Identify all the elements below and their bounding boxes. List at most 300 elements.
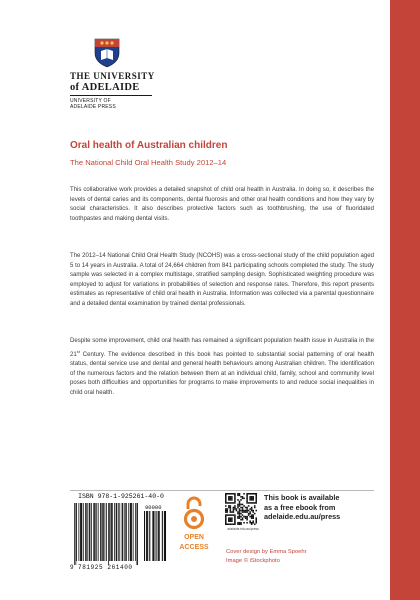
- qr-cell: [228, 519, 230, 521]
- qr-cell: [245, 511, 247, 513]
- barcode-addon-bar: [147, 511, 148, 561]
- qr-cell: [230, 519, 232, 521]
- qr-cell: [239, 517, 241, 519]
- barcode-bar: [81, 503, 82, 561]
- qr-cell: [255, 517, 257, 519]
- qr-cell: [230, 499, 232, 501]
- qr-cell: [243, 516, 245, 518]
- barcode-bar: [137, 503, 138, 565]
- qr-cell: [246, 517, 248, 519]
- barcode-bar: [74, 503, 75, 565]
- barcode-addon-bar: [162, 511, 163, 561]
- barcode-lead-digit: 9: [70, 564, 74, 571]
- qr-cell: [245, 507, 247, 509]
- qr-cell: [225, 520, 227, 522]
- qr-cell: [240, 510, 242, 512]
- qr-cell: [255, 499, 257, 501]
- qr-cell: [239, 504, 241, 506]
- qr-cell: [252, 499, 254, 501]
- qr-cell: [234, 501, 236, 503]
- qr-cell: [255, 496, 257, 498]
- qr-cell: [225, 522, 227, 524]
- qr-cell: [246, 495, 248, 497]
- qr-cell: [251, 508, 253, 510]
- qr-cell: [254, 507, 256, 509]
- qr-cell: [230, 514, 232, 516]
- open-access-label-line1: OPEN: [184, 534, 204, 541]
- qr-cell: [239, 493, 241, 495]
- qr-cell: [233, 510, 235, 512]
- qr-cell: [225, 498, 227, 500]
- qr-cell: [249, 511, 251, 513]
- qr-cell: [231, 498, 233, 500]
- qr-cell: [237, 516, 239, 518]
- qr-cell: [237, 495, 239, 497]
- qr-cell: [255, 520, 257, 522]
- barcode-bar: [119, 503, 120, 561]
- qr-cell: [225, 501, 227, 503]
- qr-cell: [237, 517, 239, 519]
- qr-cell: [254, 493, 256, 495]
- qr-cell: [228, 514, 230, 516]
- barcode-addon-digits: 90000: [145, 504, 162, 511]
- qr-cell: [255, 501, 257, 503]
- qr-cell: [227, 493, 229, 495]
- blurb-paragraph-2: The 2012–14 National Child Oral Health Study (NCOHS) was a cross-sectional study of the child population aged 5 to 14 years in Australia. A total of 24,664 children from 841 participating schools completed the study. The study sample was selected in a complex multistage, stratified sampling design. Sophisticated weighting procedure was employed to adjust for variations in probabilities of selection and response rates. Therefore, this report presents estimates as representative of child oral health in Australia. Information was collected via a parental questionnaire and a detailed dental examination by trained dental professionals.: [70, 253, 374, 307]
- qr-cell: [243, 493, 245, 495]
- qr-cell: [237, 493, 239, 495]
- qr-cell: [252, 502, 254, 504]
- barcode-bar: [112, 503, 113, 561]
- qr-cell: [237, 523, 239, 525]
- open-access-icon: [183, 495, 205, 531]
- qr-cell: [239, 522, 241, 524]
- barcode-bar: [94, 503, 95, 561]
- barcode-bar: [137, 503, 138, 565]
- qr-cell: [252, 517, 254, 519]
- qr-cell: [231, 517, 233, 519]
- barcode-bar: [133, 503, 134, 561]
- qr-cell: [249, 508, 251, 510]
- qr-cell: [234, 499, 236, 501]
- qr-cell: [230, 517, 232, 519]
- barcode-bar: [83, 503, 84, 561]
- barcode-bar: [135, 503, 136, 561]
- qr-cell: [252, 514, 254, 516]
- qr-cell: [239, 514, 241, 516]
- barcode-bar: [95, 503, 96, 561]
- barcode-bar: [124, 503, 125, 561]
- qr-cell: [233, 507, 235, 509]
- qr-cell: [240, 523, 242, 525]
- barcode-addon-bar: [146, 511, 147, 561]
- qr-cell: [240, 499, 242, 501]
- cover-credits: [226, 548, 307, 565]
- qr-cell: [231, 496, 233, 498]
- qr-cell: [230, 496, 232, 498]
- qr-cell: [252, 520, 254, 522]
- qr-cell: [242, 504, 244, 506]
- qr-cell: [237, 499, 239, 501]
- availability-line3[interactable]: adelaide.edu.au/press: [264, 512, 341, 521]
- barcode-bar: [102, 503, 103, 561]
- qr-cell: [234, 522, 236, 524]
- qr-cell: [239, 510, 241, 512]
- qr-cell: [225, 517, 227, 519]
- qr-cell: [228, 523, 230, 525]
- barcode-bar: [100, 503, 101, 561]
- qr-cell: [228, 502, 230, 504]
- qr-cell: [243, 498, 245, 500]
- qr-cell: [243, 522, 245, 524]
- qr-cell: [231, 520, 233, 522]
- barcode-addon-bar: [149, 511, 150, 561]
- qr-cell: [234, 496, 236, 498]
- qr-cell: [234, 516, 236, 518]
- barcode-bar: [131, 503, 132, 561]
- qr-cell: [237, 511, 239, 513]
- qr-cell: [234, 502, 236, 504]
- qr-cell: [252, 511, 254, 513]
- credit-design: Cover design by Emma Spoehr: [226, 549, 307, 555]
- qr-cell: [242, 498, 244, 500]
- qr-cell: [233, 508, 235, 510]
- qr-cell: [230, 498, 232, 500]
- qr-cell: [225, 493, 227, 495]
- crest-icon: [94, 38, 120, 68]
- availability-line1: This book is available: [264, 493, 340, 502]
- university-name-line1: THE UNIVERSITY: [70, 71, 155, 81]
- barcode-bar: [89, 503, 90, 561]
- qr-cell: [242, 517, 244, 519]
- qr-cell: [242, 510, 244, 512]
- qr-cell: [234, 519, 236, 521]
- qr-cell: [240, 522, 242, 524]
- qr-cell: [251, 502, 253, 504]
- qr-cell: [249, 520, 251, 522]
- barcode-bar: [128, 503, 129, 561]
- qr-cell: [237, 504, 239, 506]
- qr-code-icon[interactable]: [225, 493, 257, 525]
- open-access-label-line2: ACCESS: [179, 544, 209, 551]
- barcode-bar: [109, 503, 110, 561]
- qr-cell: [242, 511, 244, 513]
- barcode-addon-bar: [144, 511, 145, 561]
- press-name-line1: UNIVERSITY OF: [70, 98, 111, 104]
- qr-cell: [249, 499, 251, 501]
- qr-cell: [234, 523, 236, 525]
- qr-cell: [255, 519, 257, 521]
- qr-cell: [227, 508, 229, 510]
- qr-cell: [225, 523, 227, 525]
- qr-cell: [225, 510, 227, 512]
- barcode-bar: [126, 503, 127, 561]
- qr-cell: [236, 508, 238, 510]
- qr-cell: [251, 499, 253, 501]
- barcode-bar: [111, 503, 112, 561]
- qr-cell: [225, 505, 227, 507]
- qr-cell: [239, 516, 241, 518]
- qr-cell: [230, 520, 232, 522]
- qr-cell: [251, 522, 253, 524]
- qr-cell: [234, 514, 236, 516]
- barcode-addon-bar: [159, 511, 160, 561]
- qr-cell: [245, 516, 247, 518]
- qr-cell: [233, 502, 235, 504]
- qr-cell: [249, 513, 251, 515]
- qr-caption: adelaide.edu.au/press: [227, 527, 259, 531]
- qr-cell: [231, 523, 233, 525]
- qr-cell: [225, 511, 227, 513]
- qr-cell: [255, 498, 257, 500]
- qr-cell: [233, 493, 235, 495]
- qr-cell: [251, 514, 253, 516]
- qr-cell: [231, 514, 233, 516]
- qr-cell: [239, 505, 241, 507]
- qr-cell: [228, 507, 230, 509]
- qr-cell: [255, 502, 257, 504]
- qr-cell: [228, 498, 230, 500]
- qr-cell: [246, 511, 248, 513]
- barcode-addon-bar: [153, 511, 154, 561]
- qr-cell: [239, 523, 241, 525]
- barcode-bar: [125, 503, 126, 561]
- qr-cell: [234, 507, 236, 509]
- qr-cell: [240, 496, 242, 498]
- barcode-bar: [90, 503, 91, 561]
- blurb-paragraph-1: This collaborative work provides a detailed snapshot of child oral health in Australia. In doing so, it describes the levels of dental caries and its components, dental fluorosis and other oral health conditions and how they vary by social characteristics. It also describes protective factors such as toothbrushing, the use of fluoridated toothpastes and making dental visits.: [70, 187, 374, 222]
- qr-cell: [243, 511, 245, 513]
- barcode-bar: [80, 503, 81, 561]
- qr-cell: [230, 507, 232, 509]
- barcode-bar: [114, 503, 115, 561]
- qr-cell: [243, 505, 245, 507]
- qr-cell: [234, 505, 236, 507]
- qr-cell: [227, 514, 229, 516]
- qr-cell: [246, 502, 248, 504]
- qr-cell: [248, 513, 250, 515]
- qr-cell: [240, 513, 242, 515]
- barcode-bar: [101, 503, 102, 561]
- credit-image: Image © iStockphoto: [226, 557, 280, 564]
- qr-cell: [227, 511, 229, 513]
- qr-cell: [227, 510, 229, 512]
- qr-cell: [242, 507, 244, 509]
- qr-cell: [249, 522, 251, 524]
- qr-cell: [234, 520, 236, 522]
- barcode-bar: [85, 503, 86, 561]
- qr-cell: [248, 510, 250, 512]
- qr-cell: [234, 493, 236, 495]
- qr-cell: [255, 522, 257, 524]
- qr-cell: [228, 505, 230, 507]
- qr-cell: [251, 498, 253, 500]
- qr-cell: [246, 499, 248, 501]
- qr-cell: [246, 519, 248, 521]
- qr-cell: [233, 523, 235, 525]
- qr-cell: [248, 505, 250, 507]
- qr-cell: [249, 496, 251, 498]
- barcode-addon-bar: [158, 511, 159, 561]
- qr-cell: [255, 510, 257, 512]
- qr-cell: [249, 502, 251, 504]
- barcode-bar: [81, 503, 82, 561]
- qr-cell: [231, 499, 233, 501]
- qr-cell: [248, 514, 250, 516]
- barcode-bar: [106, 503, 107, 561]
- barcode-bar: [108, 503, 109, 565]
- qr-cell: [249, 493, 251, 495]
- qr-cell: [239, 495, 241, 497]
- qr-cell: [251, 507, 253, 509]
- qr-cell: [225, 502, 227, 504]
- ebook-availability: [264, 493, 340, 522]
- qr-cell: [230, 502, 232, 504]
- barcode-bar: [96, 503, 97, 561]
- barcode-bar: [86, 503, 87, 561]
- book-subtitle: The National Child Oral Health Study 2012–14: [70, 158, 227, 167]
- qr-cell: [228, 493, 230, 495]
- qr-cell: [230, 505, 232, 507]
- barcode-bar: [78, 503, 79, 561]
- qr-cell: [248, 493, 250, 495]
- qr-cell: [230, 510, 232, 512]
- barcode-bar: [103, 503, 104, 561]
- qr-cell: [239, 501, 241, 503]
- qr-cell: [231, 502, 233, 504]
- qr-cell: [231, 493, 233, 495]
- qr-cell: [252, 522, 254, 524]
- isbn-number: ISBN 978-1-925261-40-0: [78, 493, 164, 500]
- qr-cell: [255, 495, 257, 497]
- qr-cell: [254, 505, 256, 507]
- qr-cell: [239, 502, 241, 504]
- qr-cell: [240, 507, 242, 509]
- barcode-addon-bar: [152, 511, 153, 561]
- qr-cell: [240, 519, 242, 521]
- availability-line2: as a free ebook from: [264, 502, 336, 512]
- qr-cell: [252, 496, 254, 498]
- qr-cell: [251, 510, 253, 512]
- qr-cell: [251, 523, 253, 525]
- qr-cell: [237, 505, 239, 507]
- qr-cell: [239, 508, 241, 510]
- qr-cell: [234, 508, 236, 510]
- barcode-bar: [93, 503, 94, 561]
- qr-cell: [225, 516, 227, 518]
- qr-cell: [225, 496, 227, 498]
- qr-cell: [234, 498, 236, 500]
- qr-cell: [225, 514, 227, 516]
- qr-cell: [228, 496, 230, 498]
- qr-cell: [248, 502, 250, 504]
- qr-cell: [237, 513, 239, 515]
- qr-cell: [231, 519, 233, 521]
- barcode-bar: [91, 503, 92, 561]
- qr-cell: [246, 510, 248, 512]
- qr-cell: [251, 496, 253, 498]
- barcode-bar: [76, 503, 77, 561]
- qr-cell: [252, 510, 254, 512]
- barcode-digits: 781925 261400: [78, 564, 133, 571]
- qr-cell: [246, 507, 248, 509]
- qr-cell: [254, 523, 256, 525]
- qr-cell: [234, 517, 236, 519]
- qr-cell: [237, 507, 239, 509]
- qr-cell: [251, 517, 253, 519]
- qr-cell: [242, 496, 244, 498]
- qr-cell: [242, 514, 244, 516]
- qr-cell: [252, 493, 254, 495]
- qr-cell: [246, 496, 248, 498]
- footer-divider: [70, 490, 374, 491]
- qr-cell: [254, 513, 256, 515]
- qr-cell: [252, 516, 254, 518]
- qr-cell: [230, 523, 232, 525]
- qr-cell: [249, 516, 251, 518]
- qr-cell: [246, 493, 248, 495]
- qr-cell: [230, 511, 232, 513]
- qr-cell: [225, 508, 227, 510]
- barcode-addon-bar: [164, 511, 165, 561]
- qr-cell: [225, 495, 227, 497]
- qr-cell: [245, 510, 247, 512]
- qr-cell: [228, 517, 230, 519]
- barcode-bar: [75, 503, 76, 565]
- barcode-bar: [110, 503, 111, 561]
- qr-cell: [239, 511, 241, 513]
- university-name-line2: of ADELAIDE: [70, 82, 140, 93]
- qr-cell: [245, 517, 247, 519]
- barcode-bar: [87, 503, 88, 561]
- qr-cell: [231, 511, 233, 513]
- qr-cell: [252, 498, 254, 500]
- qr-cell: [240, 504, 242, 506]
- barcode-bar: [130, 503, 131, 561]
- barcode-bar: [118, 503, 119, 561]
- qr-cell: [246, 508, 248, 510]
- qr-cell: [242, 508, 244, 510]
- qr-cell: [251, 493, 253, 495]
- barcode-bar: [116, 503, 117, 561]
- qr-cell: [246, 522, 248, 524]
- qr-cell: [233, 514, 235, 516]
- qr-cell: [228, 520, 230, 522]
- barcode-bar: [122, 503, 123, 561]
- qr-cell: [227, 502, 229, 504]
- qr-cell: [254, 502, 256, 504]
- qr-cell: [242, 519, 244, 521]
- qr-cell: [249, 498, 251, 500]
- qr-cell: [251, 516, 253, 518]
- barcode-addon-bar: [156, 511, 157, 561]
- qr-cell: [234, 495, 236, 497]
- barcode-bar: [131, 503, 132, 561]
- barcode-bar: [122, 503, 123, 561]
- qr-cell: [246, 501, 248, 503]
- qr-cell: [246, 498, 248, 500]
- barcode-bar: [105, 503, 106, 561]
- barcode-addon-bar: [165, 511, 166, 561]
- qr-cell: [255, 493, 257, 495]
- spine-strip: [390, 0, 420, 600]
- qr-cell: [239, 513, 241, 515]
- qr-cell: [240, 516, 242, 518]
- qr-cell: [230, 508, 232, 510]
- barcode-bar: [116, 503, 117, 561]
- qr-cell: [225, 519, 227, 521]
- qr-cell: [230, 493, 232, 495]
